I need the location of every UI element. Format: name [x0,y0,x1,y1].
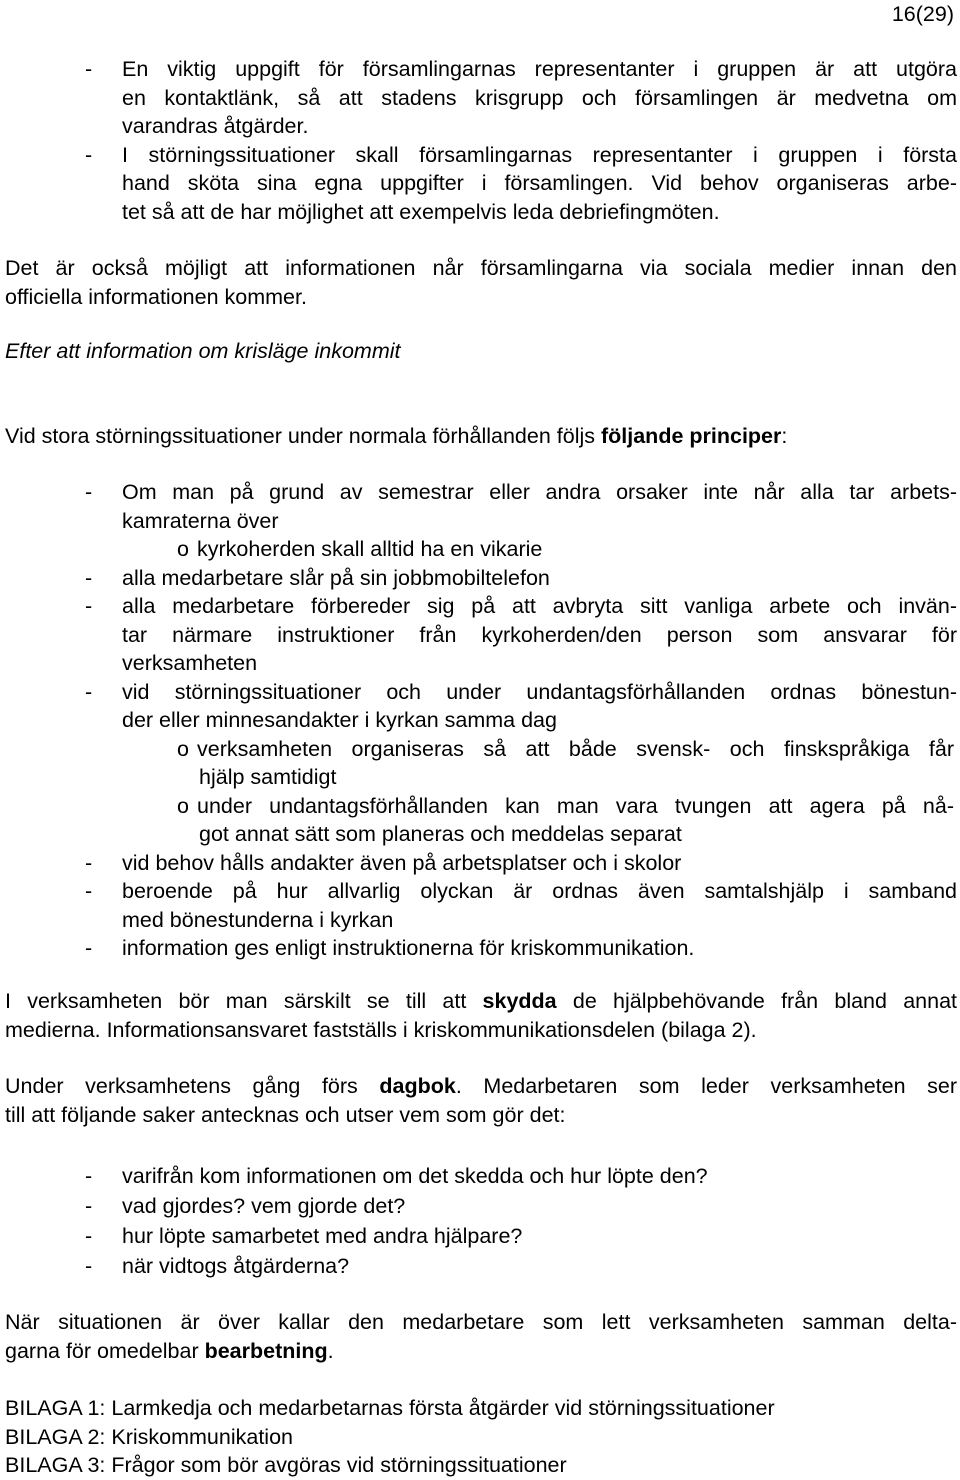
list-item-text: varandras åtgärder. [122,114,309,138]
list-item-text: alla medarbetare slår på sin jobbmobiltelefon [122,565,550,590]
bold-text: bearbetning [204,1338,328,1363]
sub-item-text: kyrkoherden skall alltid ha en vikarie [197,537,543,561]
list-item-line [0,706,957,735]
page-number: 16(29) [891,2,954,26]
intro-bold: följande principer [600,424,782,448]
sub-list-item [0,535,957,564]
list-item-line [0,169,957,198]
list-item-text: information ges enligt instruktionerna för kriskommunikation. [122,936,695,960]
list-item [0,1191,957,1221]
list-2 [0,478,957,963]
text: . [327,1338,334,1363]
paragraph-line [5,1337,957,1366]
list-item-text: verksamheten [122,651,258,675]
sub-item-text: hjälp samtidigt [199,765,337,789]
paragraph-line: När situationen är över kallar den medarbetare som lett verksamheten samman delta- [5,1310,957,1334]
list-dash: - [85,1164,93,1188]
list-item-text: en kontaktlänk, så att stadens krisgrupp och församlingen är medvetna om [122,85,957,110]
paragraph-line [5,987,957,1016]
paragraph-protect [5,987,957,1044]
text: Under verksamhetens gång förs [5,1074,380,1098]
list-item [0,55,957,84]
appendix-list [5,1394,957,1480]
text: garna för omedelbar [5,1338,205,1363]
list-item-line [0,84,957,113]
sub-bullet: o [177,537,189,561]
appendix-item: BILAGA 1: Larmkedja och medarbetarnas första åtgärder vid störningssituationer [5,1396,775,1420]
list-item-line [0,507,957,536]
list-dash: - [85,879,93,903]
sub-list-item-line [0,763,957,792]
list-item-text: Om man på grund av semestrar eller andra orsaker inte når alla tar arbets- [122,480,957,504]
list-item-text: beroende på hur allvarlig olyckan är ordnas även samtalshjälp i samband [122,879,957,903]
list-item [0,849,957,878]
paragraph-log [5,1072,957,1129]
intro-text: Vid stora störningssituationer under normala förhållanden följs [5,424,601,448]
sub-list-item-line [0,820,957,849]
list-item-line [0,198,957,227]
list-item-line [0,112,957,141]
list-item [0,478,957,507]
sub-item-text: got annat sätt som planeras och meddelas separat [199,822,682,846]
list-item-line [0,621,957,650]
list-dash: - [85,936,93,960]
list-item-text: I störningssituationer skall församlingarnas representanter i gruppen i första [122,142,957,167]
paragraph-line: Det är också möjligt att informationen når församlingarna via sociala medier innan den [5,256,957,280]
sub-item-text: verksamheten organiseras så att både svensk- och finskspråkiga får [197,736,954,761]
paragraph-line: officiella informationen kommer. [5,284,307,309]
list-item [0,877,957,906]
heading-text: Efter att information om krisläge inkommit [5,339,401,363]
sub-list-item [0,792,957,821]
bold-text: dagbok [379,1074,456,1098]
list-dash: - [85,594,93,618]
sub-bullet: o [177,736,189,761]
list-item [0,1221,957,1251]
principles-intro [5,422,957,451]
list-item [0,1251,957,1281]
list-dash: - [85,850,93,875]
list-item-text: hur löpte samarbetet med andra hjälpare? [122,1224,523,1248]
list-item [0,1161,957,1191]
list-dash: - [85,480,93,504]
paragraph-line [5,422,957,451]
list-dash: - [85,1224,93,1248]
list-item-text: kamraterna över [122,508,279,533]
paragraph-line [5,1072,957,1101]
text: I verksamheten bör man särskilt se till att [5,989,483,1013]
sub-item-text: under undantagsförhållanden kan man vara tvungen att agera på nå- [197,793,954,818]
list-item-line [0,906,957,935]
sub-list-item [0,735,957,764]
list-item-text: vid störningssituationer och under undantagsförhållanden ordnas bönestun- [122,679,957,704]
list-item-text: der eller minnesandakter i kyrkan samma dag [122,708,557,732]
list-1 [0,55,957,226]
section-heading [5,337,957,366]
list-item-line [0,649,957,678]
list-3 [0,1161,957,1281]
list-item-text: med bönestunderna i kyrkan [122,907,394,932]
list-item-text: tet så att de har möjlighet att exempelvis leda debriefingmöten. [122,199,720,224]
text: de hjälpbehövande från bland annat [556,989,957,1013]
appendix-item: BILAGA 3: Frågor som bör avgöras vid störningssituationer [5,1453,567,1477]
list-dash: - [85,565,93,590]
intro-end: : [781,424,788,448]
paragraph-line: till att följande saker antecknas och utser vem som gör det: [5,1102,566,1127]
list-item-text: alla medarbetare förbereder sig på att avbryta sitt vanliga arbete och invän- [122,594,957,618]
list-dash: - [85,142,93,167]
list-dash: - [85,1254,93,1278]
paragraph-end [5,1308,957,1365]
list-item [0,141,957,170]
text: . Medarbetaren som leder verksamheten ser [455,1074,957,1098]
list-dash: - [85,57,93,81]
list-item-text: En viktig uppgift för församlingarnas representanter i gruppen är att utgöra [122,57,957,81]
list-item [0,678,957,707]
list-item [0,934,957,963]
list-item-text: vad gjordes? vem gjorde det? [122,1194,406,1218]
list-item-text: varifrån kom informationen om det skedda och hur löpte den? [122,1164,708,1188]
list-item [0,592,957,621]
list-dash: - [85,1194,93,1218]
list-item-text: tar närmare instruktioner från kyrkoherden/den person som ansvarar för [122,622,957,647]
list-item-text: när vidtogs åtgärderna? [122,1254,350,1278]
list-item [0,564,957,593]
list-item-text: hand sköta sina egna uppgifter i församlingen. Vid behov organiseras arbe- [122,171,957,195]
paragraph-social-media [5,254,957,311]
sub-bullet: o [177,793,189,818]
appendix-item: BILAGA 2: Kriskommunikation [5,1424,293,1449]
bold-text: skydda [482,989,557,1013]
list-dash: - [85,679,93,704]
paragraph-line: medierna. Informationsansvaret fastställs i kriskommunikationsdelen (bilaga 2). [5,1017,757,1042]
list-item-text: vid behov hålls andakter även på arbetsplatser och i skolor [122,850,682,875]
